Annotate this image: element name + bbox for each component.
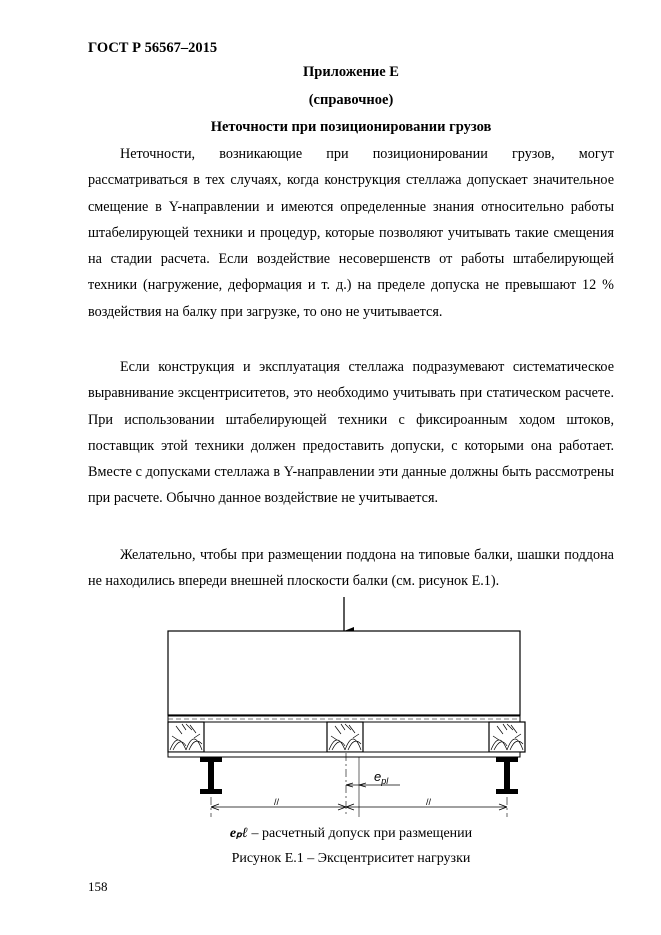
- figure-load-eccentricity: [150, 595, 540, 820]
- paragraph-1: Неточности, возникающие при позиционировании грузов, могут рассматриваться в тех случаях, когда конструкция стеллажа допускает значительное смещение в Y-направлении и имеются определенные знания относительно работы штабелирующей техники и процедур, которые позволяют учитывать такие смещения на стадии расчета. Если воздействие несовершенств от работы штабелирующей техники (нагружение, деформация и т. д.) на пределе допуска не превышают 12 % воздействия на балку при загрузке, то оно не учитывается.: [88, 146, 614, 320]
- paragraph-3: Желательно, чтобы при размещении поддона на типовые балки, шашки поддона не находились впереди внешней плоскости балки (см. рисунок Е.1).: [88, 547, 614, 590]
- equal-mark-left: //: [274, 797, 280, 807]
- appendix-title: Приложение Е: [303, 64, 399, 80]
- pallet-block-left: [168, 722, 204, 752]
- appendix-heading: Неточности при позиционировании грузов: [210, 119, 492, 135]
- pallet-block-center: [327, 722, 363, 752]
- standard-code: ГОСТ Р 56567–2015: [88, 40, 218, 56]
- figure-legend: [88, 825, 614, 842]
- legend-symbol: eₚℓ: [229, 826, 249, 841]
- dimension-label: e: [374, 769, 382, 784]
- paragraph-2: Если конструкция и эксплуатация стеллажа подразумевают систематическое выравнивание эксцентриситетов, это необходимо учитывать при статическом расчете. При использовании штабелирующей техники с фиксироанным ходом штоков, поставщик этой техники должен предоставить допуски, с которыми она работает. Вместе с допусками стеллажа в Y-направлении эти данные должны быть рассмотрены при расчете. Обычно данное воздействие не учитывается.: [88, 359, 614, 507]
- pallet-bottom-board: [168, 752, 520, 757]
- dimension-subscript: pl: [381, 776, 389, 786]
- svg-text:epl: [374, 769, 389, 786]
- figure-caption: Рисунок Е.1 – Эксцентриситет нагрузки: [231, 851, 471, 866]
- equal-mark-right: //: [426, 797, 432, 807]
- pallet-block-right: [489, 722, 525, 752]
- legend-text: – расчетный допуск при размещении: [248, 826, 473, 841]
- load-box: [168, 631, 520, 715]
- appendix-note: (справочное): [308, 92, 394, 108]
- page-number: 158: [88, 879, 108, 894]
